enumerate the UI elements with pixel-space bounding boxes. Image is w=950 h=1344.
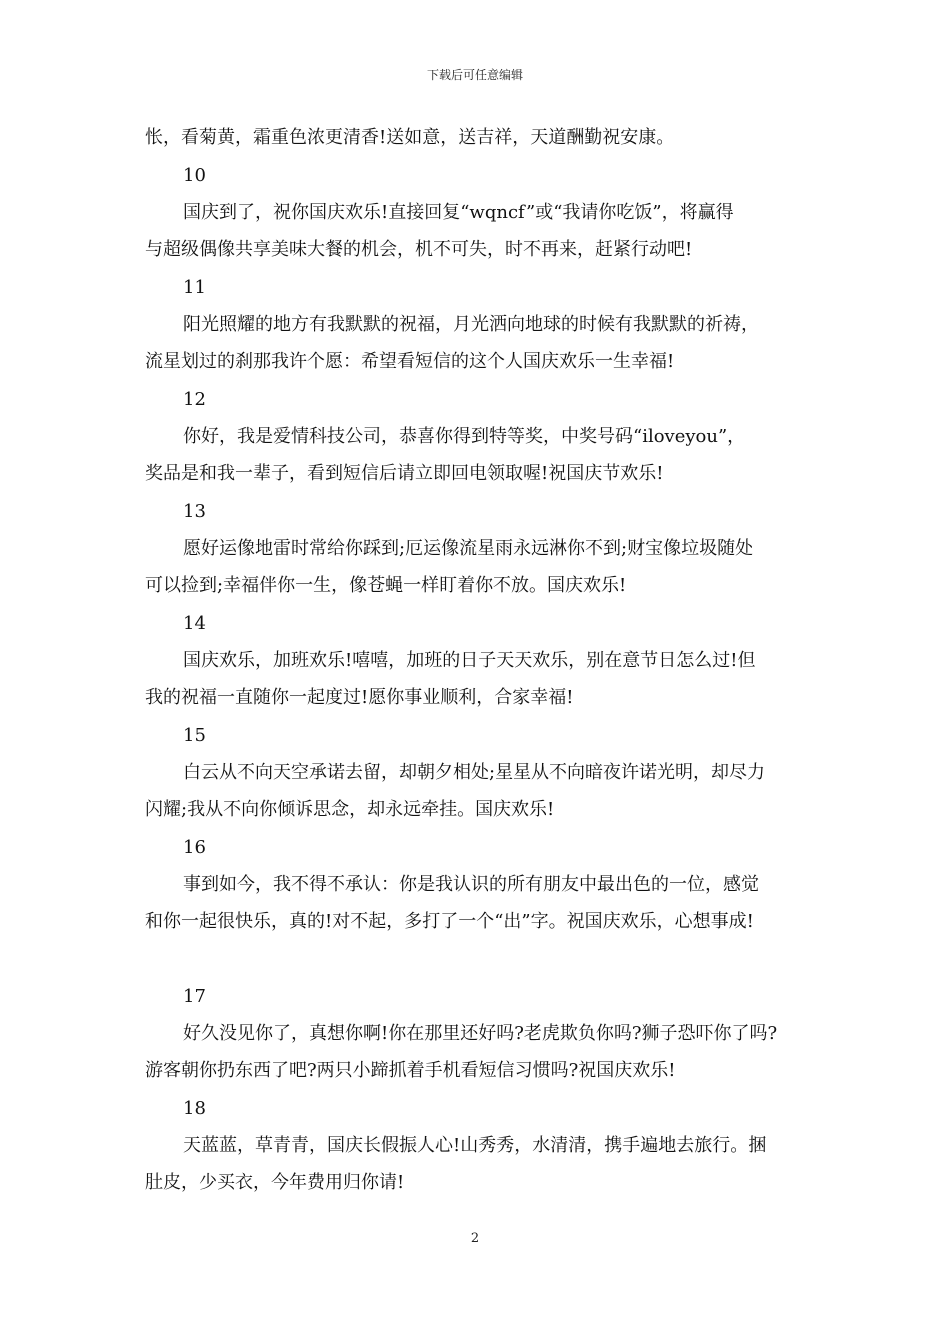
text-line: 闪耀;我从不向你倾诉思念，却永远牵挂。国庆欢乐! — [145, 799, 555, 820]
text-line: 国庆到了，祝你国庆欢乐!直接回复“wqncf”或“我请你吃饭”，将赢得 — [183, 202, 734, 223]
text-line: 可以捡到;幸福伴你一生，像苍蝇一样盯着你不放。国庆欢乐! — [145, 575, 627, 596]
item-number: 18 — [183, 1098, 206, 1119]
item-number: 13 — [183, 501, 206, 522]
text-line: 白云从不向天空承诺去留，却朝夕相处;星星从不向暗夜许诺光明，却尽力 — [183, 762, 766, 783]
item-number: 17 — [183, 986, 206, 1007]
text-line: 流星划过的刹那我许个愿：希望看短信的这个人国庆欢乐一生幸福! — [145, 351, 675, 372]
item-number: 10 — [183, 165, 206, 186]
text-line: 阳光照耀的地方有我默默的祝福，月光洒向地球的时候有我默默的祈祷， — [183, 314, 759, 335]
item-number: 12 — [183, 389, 206, 410]
text-line: 你好，我是爱情科技公司，恭喜你得到特等奖，中奖号码“iloveyou”， — [183, 426, 746, 447]
text-line: 肚皮，少买衣，今年费用归你请! — [145, 1172, 405, 1193]
text-line: 我的祝福一直随你一起度过!愿你事业顺利，合家幸福! — [145, 687, 574, 708]
item-number: 14 — [183, 613, 206, 634]
page-number: 2 — [470, 1231, 480, 1246]
text-line: 愿好运像地雷时常给你踩到;厄运像流星雨永远淋你不到;财宝像垃圾随处 — [183, 538, 754, 559]
text-line: 国庆欢乐，加班欢乐!嘻嘻，加班的日子天天欢乐，别在意节日怎么过!但 — [183, 650, 756, 671]
item-number: 11 — [183, 277, 206, 298]
text-line: 事到如今，我不得不承认：你是我认识的所有朋友中最出色的一位，感觉 — [183, 874, 759, 895]
item-number: 15 — [183, 725, 206, 746]
text-line: 怅，看菊黄，霜重色浓更清香!送如意，送吉祥，天道酬勤祝安康。 — [145, 127, 675, 148]
text-line: 和你一起很快乐，真的!对不起，多打了一个“出”字。祝国庆欢乐，心想事成! — [145, 911, 754, 932]
item-number: 16 — [183, 837, 206, 858]
text-line: 奖品是和我一辈子，看到短信后请立即回电领取喔!祝国庆节欢乐! — [145, 463, 664, 484]
text-line: 好久没见你了，真想你啊!你在那里还好吗?老虎欺负你吗?狮子恐吓你了吗? — [183, 1023, 778, 1044]
page-header: 下载后可任意编辑 — [426, 68, 523, 82]
text-line: 天蓝蓝，草青青，国庆长假振人心!山秀秀，水清清，携手遍地去旅行。捆 — [183, 1135, 767, 1156]
text-line: 游客朝你扔东西了吧?两只小蹄抓着手机看短信习惯吗?祝国庆欢乐! — [145, 1060, 676, 1081]
text-line: 与超级偶像共享美味大餐的机会，机不可失，时不再来，赶紧行动吧! — [145, 239, 693, 260]
